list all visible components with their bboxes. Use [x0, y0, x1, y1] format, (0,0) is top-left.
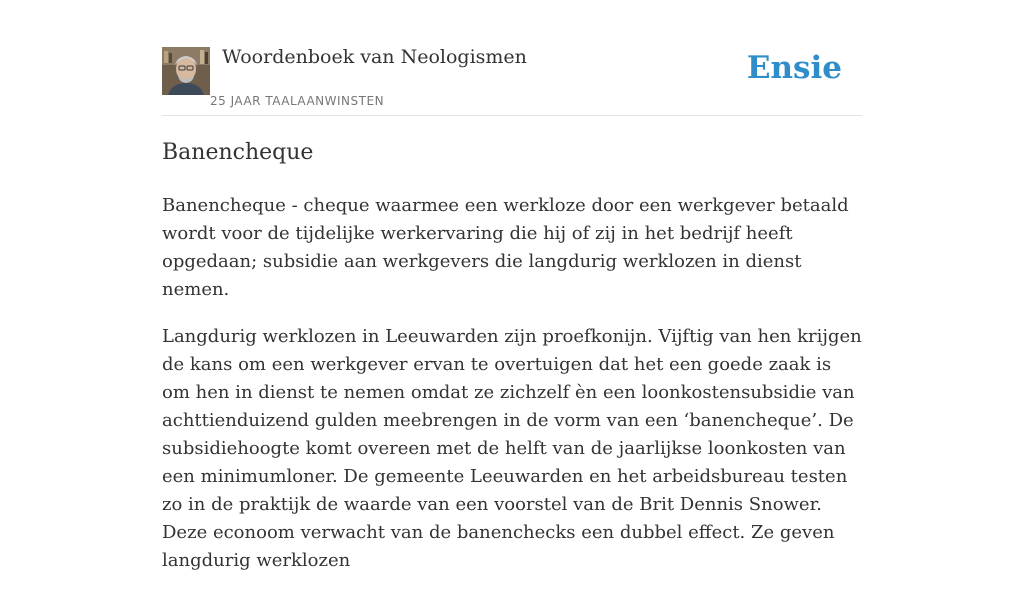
post-title: Banencheque [162, 140, 314, 165]
author-avatar[interactable] [162, 47, 210, 95]
blog-header [162, 0, 862, 116]
avatar-photo-icon [162, 47, 210, 95]
ensie-logo-link[interactable]: Ensie [746, 50, 842, 86]
blog-title-link[interactable]: Woordenboek van Neologismen [222, 46, 527, 68]
post-paragraph-definition: Banencheque - cheque waarmee een werkloze door een werkgever betaald wordt voor de tijdelijke werkervaring die hij of zij in het bedrijf heeft opgedaan; subsidie aan werkgevers die langdurig werklozen in dienst nemen. [162, 195, 849, 300]
post-body [162, 192, 862, 594]
content-container [162, 0, 862, 571]
blog-subtitle: 25 JAAR TAALAANWINSTEN [210, 94, 385, 108]
post-paragraph-quote: Langdurig werklozen in Leeuwarden zijn proefkonijn. Vijftig van hen krijgen de kans om een werkgever ervan te overtuigen dat het een goede zaak is om hen in dienst te nemen omdat ze zichzelf èn een loonkostensubsidie van achttienduizend gulden meebrengen in de vorm van een ‘banencheque’. De subsidiehoogte komt overeen met de helft van de jaarlijkse loonkosten van een minimumloner. De gemeente Leeuwarden en het arbeidsbureau testen zo in de praktijk de waarde van een voorstel van de Brit Dennis Snower. Deze econoom verwacht van de banenchecks een dubbel effect. Ze geven langdurig werklozen [162, 326, 862, 571]
